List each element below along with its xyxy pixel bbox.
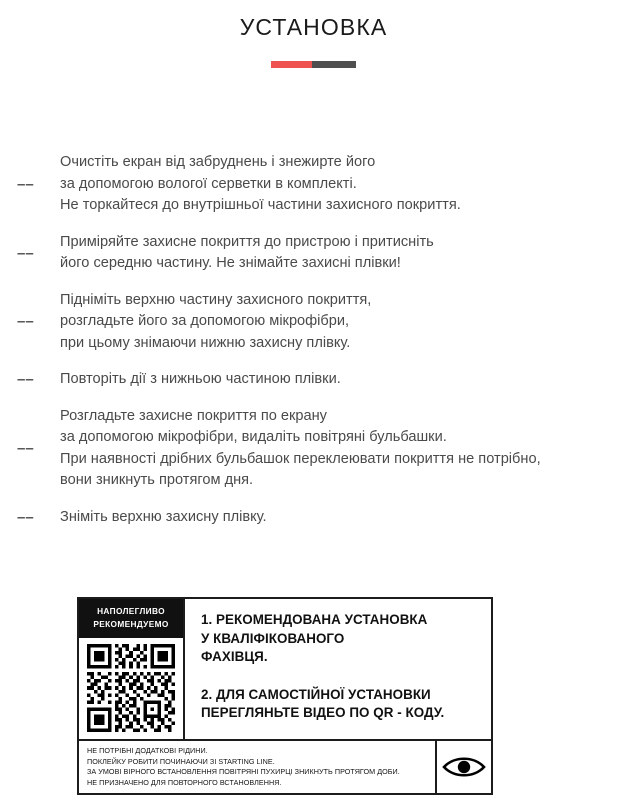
title-divider [271, 61, 356, 68]
bullet-dash-icon: – – [16, 314, 60, 329]
badge-line-2: РЕКОМЕНДУЕМО [93, 619, 169, 629]
info-card-left-column [79, 599, 185, 739]
info-card [77, 597, 493, 795]
info-card-top [79, 599, 491, 739]
instruction-line: при цьому знімаючи нижню захисну плівку. [60, 334, 351, 351]
instruction-text [60, 232, 621, 275]
instruction-list [0, 152, 627, 543]
instruction-line: Приміряйте захисне покриття до пристрою і притисніть [60, 233, 434, 250]
divider-segment-right [312, 61, 356, 68]
strongly-recommend-badge [79, 599, 183, 638]
divider-segment-left [271, 61, 312, 68]
card-point-1 [201, 611, 481, 667]
info-card-footer [79, 739, 491, 793]
bullet-dash-icon: – – [16, 441, 60, 456]
bullet-dash-icon: – – [16, 510, 60, 525]
badge-line-1: НАПОЛЕГЛИВО [97, 606, 165, 616]
info-card-points [185, 599, 491, 739]
page-title: УСТАНОВКА [239, 14, 388, 40]
instruction-line: Підніміть верхню частину захисного покриття, [60, 291, 372, 308]
instruction-line: Очистіть екран від забруднень і знежирте його [60, 154, 376, 170]
instruction-line: Не торкайтеся до внутрішньої частини захисного покриття. [60, 197, 461, 213]
instruction-line: Розгладьте захисне покриття по екрану [60, 407, 327, 424]
footer-note-line: НЕ ПРИЗНАЧЕНО ДЛЯ ПОВТОРНОГО ВСТАНОВЛЕННЯ. [87, 777, 282, 787]
instruction-text [60, 290, 621, 355]
bullet-dash-icon: – – [16, 372, 60, 387]
card-point-line: ПЕРЕГЛЯНЬТЕ ВІДЕО ПО QR - КОДУ. [201, 705, 445, 720]
bullet-dash-icon: – – [16, 246, 60, 261]
instruction-line: При наявності дрібних бульбашок переклеювати покриття не потрібно, [60, 450, 541, 467]
instruction-line: його середню частину. Не знімайте захисні плівки! [60, 255, 401, 271]
card-point-line: 1. РЕКОМЕНДОВАНА УСТАНОВКА [201, 612, 428, 627]
instruction-item [0, 369, 627, 391]
instruction-text [60, 152, 621, 217]
card-point-line: ФАХІВЦЯ. [201, 649, 268, 664]
qr-code-container[interactable] [79, 638, 183, 739]
instruction-text [60, 406, 621, 492]
eye-icon [442, 754, 486, 780]
footer-note-line: НЕ ПОТРІБНІ ДОДАТКОВІ РІДИНИ. [87, 746, 208, 755]
instruction-text [60, 507, 621, 529]
instruction-line: розгладьте його за допомогою мікрофібри, [60, 313, 350, 329]
instruction-item [0, 406, 627, 492]
instruction-line: вони зникнуть протягом дня. [60, 472, 254, 488]
instruction-item [0, 152, 627, 217]
instruction-line: за допомогою мікрофібри, видаліть повітряні бульбашки. [60, 429, 447, 445]
instruction-line: за допомогою вологої серветки в комплекті. [60, 175, 357, 192]
instruction-item [0, 232, 627, 275]
qr-code-icon[interactable] [87, 644, 175, 732]
card-point-line: У КВАЛІФІКОВАНОГО [201, 630, 345, 646]
footer-note-line: ЗА УМОВІ ВІРНОГО ВСТАНОВЛЕННЯ ПОВІТРЯНІ ПУХИРЦІ ЗНИКНУТЬ ПРОТЯГОМ ДОБИ. [87, 767, 400, 776]
instruction-text [60, 369, 621, 391]
instruction-line: Повторіть дії з нижньою частиною плівки. [60, 371, 341, 387]
page-header [0, 0, 627, 68]
eye-icon-cell [435, 741, 491, 793]
instruction-item [0, 507, 627, 529]
instruction-item [0, 290, 627, 355]
footer-notes [79, 741, 435, 793]
card-point-line: 2. ДЛЯ САМОСТІЙНОЇ УСТАНОВКИ [201, 686, 431, 702]
instruction-line: Зніміть верхню захисну плівку. [60, 508, 267, 525]
bullet-dash-icon: – – [16, 177, 60, 192]
card-point-2 [201, 686, 481, 723]
footer-note-line: ПОКЛЕЙКУ РОБИТИ ПОЧИНАЮЧИ ЗІ STARTING LINE. [87, 756, 275, 766]
